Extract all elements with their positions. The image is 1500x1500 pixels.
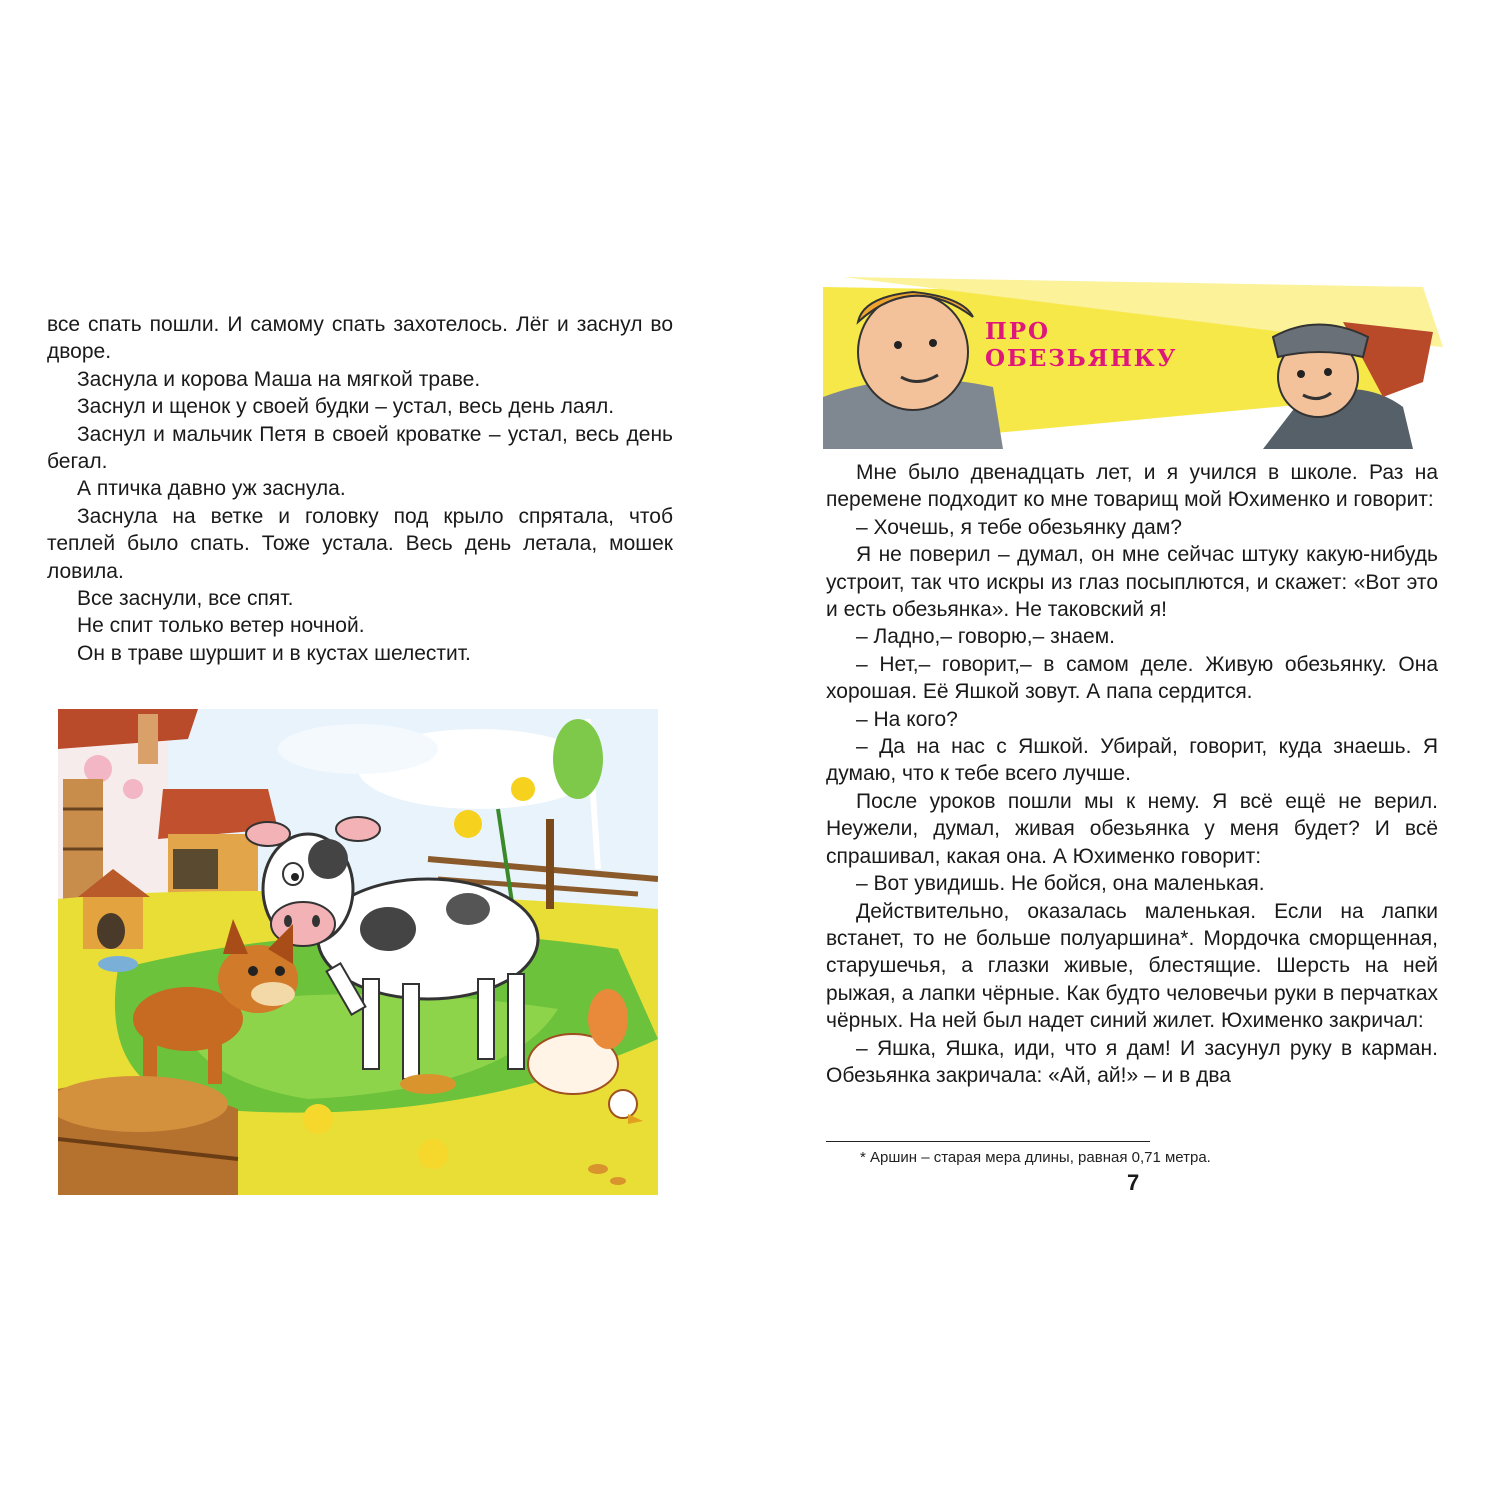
paragraph: Действительно, оказалась маленькая. Если на лапки встанет, то не больше полуаршина*. Мордочка сморщенная, старушечья, а глазки живые, блестящие. Шерсть на ней рыжая, а лапки чёрные. Как будто человечьи руки в перчатках чёрных. На ней был надет синий жилет. Юхименко закричал: [826, 899, 1438, 1033]
paragraph: Заснул и щенок у своей будки – устал, весь день лаял. [77, 395, 615, 419]
paragraph: Я не поверил – думал, он мне сейчас штуку какую-нибудь устроит, так что искры из глаз посыплются, и скажет: «Вот это и есть обезьянка». Не таковский я! [826, 543, 1438, 622]
paragraph: – Ладно,– говорю,– знаем. [856, 625, 1115, 649]
page-number: 7 [1127, 1170, 1140, 1195]
paragraph: Заснула на ветке и головку под крыло спрятала, чтоб теплей было спать. Тоже устала. Весь день летала, мошек ловила. [47, 504, 673, 583]
paragraph: – Хочешь, я тебе обезьянку дам? [856, 515, 1182, 539]
paragraph: А птичка давно уж заснула. [77, 477, 346, 501]
paragraph: Заснула и корова Маша на мягкой траве. [77, 367, 481, 391]
left-page-text [47, 311, 673, 667]
paragraph: – Да на нас с Яшкой. Убирай, говорит, куда знаешь. Я думаю, что к тебе всего лучше. [826, 735, 1438, 786]
paragraph: Заснул и мальчик Петя в своей кроватке – устал, весь день бегал. [47, 422, 673, 474]
paragraph: – Вот увидишь. Не бойся, она маленькая. [856, 872, 1265, 896]
story-heading: ПРО ОБЕЗЬЯНКУ [985, 318, 1178, 372]
paragraph: Мне было двенадцать лет, и я учился в школе. Раз на перемене подходит ко мне товарищ мой Юхименко и говорит: [826, 461, 1438, 512]
paragraph: – Яшка, Яшка, иди, что я дам! И засунул руку в карман. Обезьянка закричала: «Ай, ай!» – и в два [826, 1036, 1438, 1087]
paragraph: После уроков пошли мы к нему. Я всё ещё не верил. Неужели, думал, живая обезьянка у меня будет? И всё спрашивал, какая она. А Юхименко говорит: [826, 789, 1438, 868]
boy-right [1263, 322, 1433, 449]
right-page-text [826, 459, 1438, 1089]
paragraph: – Нет,– говорит,– в самом деле. Живую обезьянку. Она хорошая. Её Яшкой зовут. А папа сердится. [826, 652, 1438, 704]
paragraph: все спать пошли. И самому спать захотелось. Лёг и заснул во дворе. [47, 313, 673, 364]
paragraph: Не спит только ветер ночной. [77, 614, 365, 638]
footnote-divider [826, 1141, 1150, 1142]
paragraph: Он в траве шуршит и в кустах шелестит. [77, 641, 471, 665]
farmyard-illustration [58, 709, 658, 1195]
paragraph: Все заснули, все спят. [77, 587, 294, 611]
footnote: * Аршин – старая мера длины, равная 0,71 метра. [860, 1149, 1211, 1166]
paragraph: – На кого? [856, 707, 958, 731]
